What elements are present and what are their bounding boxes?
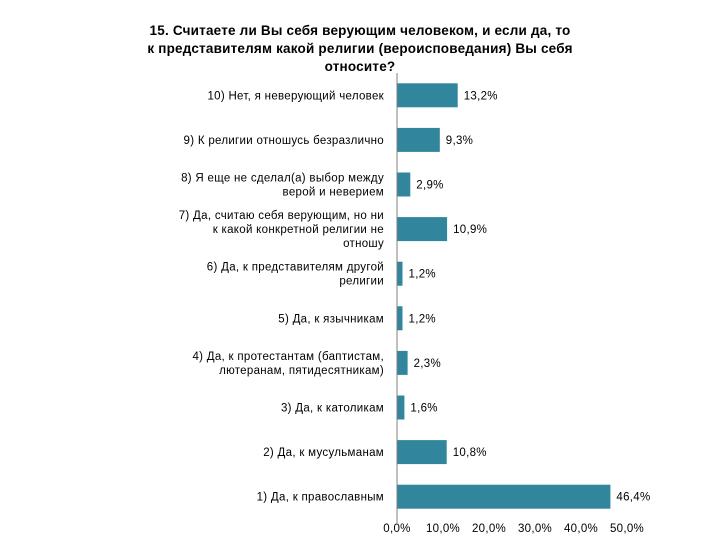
category-label: 9) К религии отношусь безразлично (183, 134, 384, 147)
category-label: 5) Да, к язычникам (278, 313, 384, 326)
bars-group (397, 83, 610, 508)
bar-value-label: 13,2% (463, 90, 498, 103)
bar (397, 83, 458, 107)
category-label: 4) Да, к протестантам (баптистам, лютеранам, пятидесятникам) (192, 350, 384, 377)
category-label: 1) Да, к православным (256, 491, 384, 504)
x-tick-label: 30,0% (517, 523, 553, 535)
x-tick-label: 0,0% (383, 523, 411, 535)
bar (397, 306, 403, 330)
bar (397, 217, 447, 241)
bar (397, 396, 404, 420)
bar-value-label: 10,9% (453, 224, 488, 237)
bar-value-label: 1,2% (408, 313, 436, 326)
bar-value-label: 2,9% (416, 179, 444, 192)
bar-value-label: 10,8% (452, 447, 487, 460)
x-tick-label: 20,0% (471, 523, 507, 535)
bar (397, 173, 410, 197)
x-tick-label: 10,0% (425, 523, 461, 535)
category-labels-group (179, 90, 385, 503)
bar-value-label: 1,2% (408, 268, 436, 281)
bar (397, 485, 610, 509)
bar-value-label: 2,3% (413, 357, 442, 370)
category-label: 6) Да, к представителям другой религии (206, 261, 384, 288)
bar-value-label: 9,3% (445, 134, 474, 147)
bar (397, 262, 403, 286)
category-label: 10) Нет, я неверующий человек (207, 90, 384, 103)
chart-title-line: относите? (324, 59, 396, 74)
chart-title-line: к представителям какой религии (вероисповедания) Вы себя (147, 41, 573, 56)
category-label: 2) Да, к мусульманам (263, 447, 384, 460)
category-label: 7) Да, считаю себя верующим, но ни к какой конкретной религии не отношу (178, 210, 384, 251)
bar (397, 351, 408, 375)
bar-value-label: 46,4% (616, 491, 651, 504)
bar-value-label: 1,6% (410, 402, 438, 415)
x-tick-label: 40,0% (563, 523, 599, 535)
bar (397, 440, 447, 464)
category-label: 3) Да, к католикам (280, 402, 384, 415)
category-label: 8) Я еще не сделал(а) выбор между верой и неверием (181, 172, 384, 199)
bar (397, 128, 440, 152)
x-tick-label: 50,0% (609, 523, 645, 535)
chart-title-line: 15. Считаете ли Вы себя верующим человеком, и если да, то (149, 23, 571, 38)
